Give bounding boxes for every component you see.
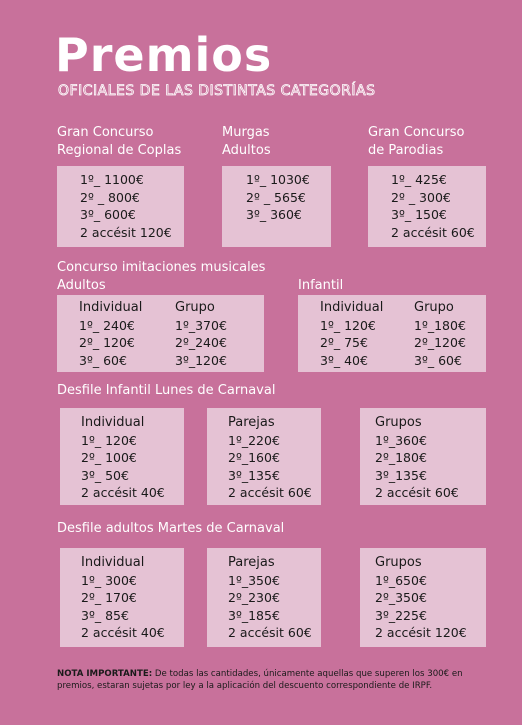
desfile-adultos-individual-prize-1: 1º_ 300€: [81, 572, 137, 588]
imitaciones-individual-prize-1: 1º_ 240€: [79, 317, 135, 333]
desfile-infantil-parejas-label: Parejas: [228, 415, 275, 430]
desfile-infantil-grupos-label: Grupos: [375, 415, 422, 430]
desfile-infantil-parejas-prize-3: 3º_135€: [228, 467, 280, 483]
coplas-accesit: 2 accésit 120€: [80, 224, 172, 240]
desfile-adultos-grupos-accesit: 2 accésit 120€: [375, 625, 467, 640]
murgas-prize-box: [222, 166, 331, 247]
desfile-infantil-heading: Desfile Infantil Lunes de Carnaval: [57, 383, 276, 398]
infantil-individual-prize-2: 2º_ 75€: [320, 335, 368, 350]
desfile-adultos-individual-label: Individual: [81, 555, 145, 570]
coplas-heading-line2: Regional de Coplas: [57, 143, 182, 158]
infantil-grupo-prize-1: 1º_180€: [414, 317, 466, 333]
desfile-infantil-individual-prize-1: 1º_ 120€: [81, 432, 137, 448]
imitaciones-individual-prize-2: 2º_ 120€: [79, 335, 135, 350]
infantil-heading: Infantil: [298, 278, 344, 293]
desfile-infantil-parejas-accesit: 2 accésit 60€: [228, 485, 312, 500]
murgas-prize-1: 1º_ 1030€: [246, 172, 310, 187]
infantil-grupo-label: Grupo: [414, 300, 454, 315]
coplas-prize-3: 3º_ 600€: [80, 207, 136, 222]
desfile-infantil-grupos-prize-2: 2º_180€: [375, 450, 427, 465]
page-title: Premios: [55, 28, 273, 82]
infantil-individual-column: [320, 299, 383, 369]
coplas-heading-line1: Gran Concurso: [57, 125, 154, 140]
imitaciones-individual-prize-3: 3º_ 60€: [79, 352, 127, 368]
desfile-infantil-grupos-prize-3: 3º_135€: [375, 467, 427, 483]
desfile-infantil-individual-label: Individual: [81, 415, 145, 430]
important-note-label: NOTA IMPORTANTE:: [57, 669, 153, 679]
parodias-prize-2: 2º _ 300€: [391, 189, 451, 205]
coplas-heading: [57, 124, 181, 160]
desfile-adultos-grupos-box: [360, 548, 486, 647]
parodias-accesit: 2 accésit 60€: [391, 224, 475, 240]
coplas-prize-1: 1º_ 1100€: [80, 172, 144, 187]
desfile-adultos-grupos-prize-1: 1º_650€: [375, 572, 427, 588]
imitaciones-grupo-prize-3: 3º_120€: [175, 352, 227, 368]
imitaciones-grupo-label: Grupo: [175, 300, 215, 315]
desfile-adultos-individual-prize-2: 2º_ 170€: [81, 590, 137, 605]
infantil-individual-prize-1: 1º_ 120€: [320, 317, 376, 333]
imitaciones-grupo-prize-1: 1º_370€: [175, 317, 227, 333]
desfile-adultos-individual-box: [60, 548, 184, 647]
infantil-grupo-column: [414, 299, 466, 369]
parodias-heading-line1: Gran Concurso: [368, 125, 465, 140]
desfile-infantil-grupos-prize-1: 1º_360€: [375, 432, 427, 448]
imitaciones-individual-column: [79, 299, 142, 369]
desfile-infantil-parejas-prize-2: 2º_160€: [228, 450, 280, 465]
murgas-prize-2: 2º _ 565€: [246, 189, 306, 205]
infantil-grupo-prize-2: 2º_120€: [414, 335, 466, 350]
desfile-adultos-parejas-prize-1: 1º_350€: [228, 572, 280, 588]
murgas-prize-3: 3º_ 360€: [246, 207, 302, 222]
desfile-adultos-grupos-prize-2: 2º_350€: [375, 590, 427, 605]
infantil-individual-label: Individual: [320, 300, 384, 315]
desfile-infantil-individual-prize-2: 2º_ 100€: [81, 450, 137, 465]
imitaciones-heading-line1: Concurso imitaciones musicales: [57, 260, 266, 275]
infantil-individual-prize-3: 3º_ 40€: [320, 352, 368, 368]
desfile-infantil-individual-prize-3: 3º_ 50€: [81, 467, 129, 483]
imitaciones-grupo-prize-2: 2º_240€: [175, 335, 227, 350]
desfile-adultos-parejas-prize-2: 2º_230€: [228, 590, 280, 605]
desfile-adultos-parejas-box: [207, 548, 321, 647]
desfile-adultos-grupos-label: Grupos: [375, 555, 422, 570]
desfile-infantil-individual-accesit: 2 accésit 40€: [81, 485, 165, 500]
infantil-grupo-prize-3: 3º_ 60€: [414, 352, 462, 368]
important-note-text: De todas las cantidades, únicamente aquellas que superen los 300€ en premios, estaran sujetas por ley a la aplicación del descuento correspondiente de IRPF.: [57, 669, 463, 691]
imitaciones-grupo-column: [175, 299, 227, 369]
desfile-adultos-individual-accesit: 2 accésit 40€: [81, 625, 165, 640]
desfile-infantil-grupos-box: [360, 408, 486, 505]
desfile-infantil-grupos-accesit: 2 accésit 60€: [375, 485, 459, 500]
imitaciones-individual-label: Individual: [79, 300, 143, 315]
desfile-adultos-parejas-accesit: 2 accésit 60€: [228, 625, 312, 640]
desfile-infantil-parejas-prize-1: 1º_220€: [228, 432, 280, 448]
page-subtitle: OFICIALES DE LAS DISTINTAS CATEGORÍAS: [58, 83, 376, 99]
murgas-heading-line1: Murgas: [222, 125, 270, 140]
murgas-heading: [222, 124, 271, 160]
desfile-adultos-grupos-prize-3: 3º_225€: [375, 607, 427, 623]
parodias-prize-1: 1º_ 425€: [391, 172, 447, 187]
desfile-adultos-heading: Desfile adultos Martes de Carnaval: [57, 521, 285, 536]
parodias-heading-line2: de Parodias: [368, 143, 444, 158]
desfile-infantil-parejas-box: [207, 408, 321, 505]
coplas-prize-2: 2º _ 800€: [80, 189, 140, 205]
parodias-prize-3: 3º_ 150€: [391, 207, 447, 222]
desfile-adultos-parejas-prize-3: 3º_185€: [228, 607, 280, 623]
desfile-infantil-individual-box: [60, 408, 184, 505]
parodias-prize-box: [368, 166, 486, 247]
imitaciones-prize-box: [57, 295, 264, 372]
desfile-adultos-individual-prize-3: 3º_ 85€: [81, 607, 129, 623]
parodias-heading: [368, 124, 464, 160]
important-note: [57, 668, 477, 692]
coplas-prize-box: [57, 166, 184, 247]
desfile-adultos-parejas-label: Parejas: [228, 555, 275, 570]
murgas-heading-line2: Adultos: [222, 143, 271, 158]
imitaciones-heading: [57, 259, 265, 295]
imitaciones-heading-line2: Adultos: [57, 278, 106, 293]
infantil-prize-box: [298, 295, 486, 372]
